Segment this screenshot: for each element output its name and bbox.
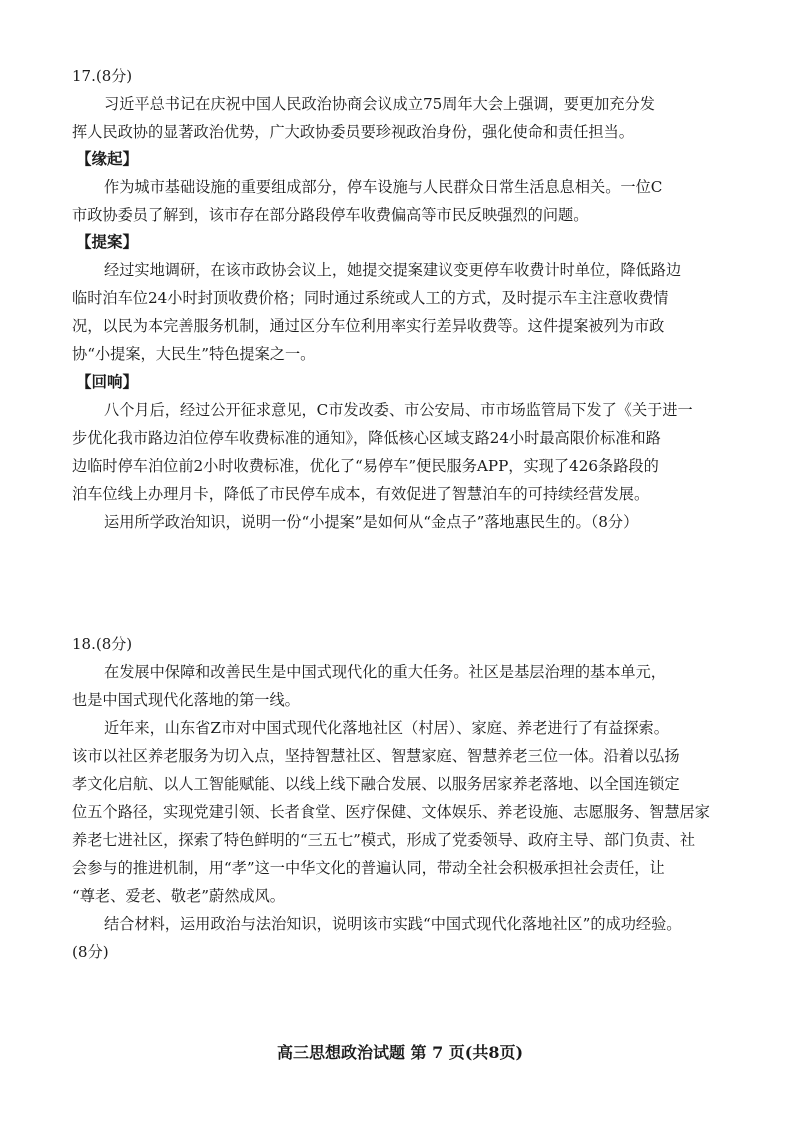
q17-proposal-line-4: 协“小提案，大民生”特色提案之一。 xyxy=(72,345,316,363)
q18-para1-line-1: 在发展中保障和改善民生是中国式现代化的重大任务。社区是基层治理的基本单元， xyxy=(104,663,666,681)
page-footer: 高三思想政治试题 第 7 页(共8页) xyxy=(276,1043,524,1062)
q17-response-line-3: 边临时停车泊位前2小时收费标准，优化了“易停车”便民服务APP，实现了426条路段的 xyxy=(72,457,659,475)
question-18-number: 18.(8分) xyxy=(72,635,133,653)
q17-question: 运用所学政治知识，说明一份“小提案”是如何从“金点子”落地惠民生的。（8分） xyxy=(104,513,639,531)
q17-intro-line-1: 习近平总书记在庆祝中国人民政治协商会议成立75周年大会上强调，要更加充分发 xyxy=(104,95,655,113)
q18-para2-line-7: “尊老、爱老、敬老”蔚然成风。 xyxy=(72,887,285,905)
q18-para2-line-3: 孝文化启航、以人工智能赋能、以线上线下融合发展、以服务居家养老落地、以全国连锁定 xyxy=(72,775,680,793)
q17-proposal-line-3: 况，以民为本完善服务机制，通过区分车位利用率实行差异收费等。这件提案被列为市政 xyxy=(72,317,665,335)
q18-para2-line-2: 该市以社区养老服务为切入点，坚持智慧社区、智慧家庭、智慧养老三位一体。沿着以弘扬 xyxy=(72,747,680,765)
q17-response-line-2: 步优化我市路边泊位停车收费标准的通知》，降低核心区域支路24小时最高限价标准和路 xyxy=(72,429,661,447)
q17-proposal-line-2: 临时泊车位24小时封顶收费价格；同时通过系统或人工的方式，及时提示车主注意收费情 xyxy=(72,289,669,307)
q18-para2-line-6: 会参与的推进机制，用“孝”这一中华文化的普遍认同，带动全社会积极承担社会责任，让 xyxy=(72,859,665,877)
q17-proposal-label: 【提案】 xyxy=(76,232,139,251)
q17-intro-line-2: 挥人民政协的显著政治优势，广大政协委员要珍视政治身份，强化使命和责任担当。 xyxy=(72,123,634,141)
q17-origin-line-1: 作为城市基础设施的重要组成部分，停车设施与人民群众日常生活息息相关。一位C xyxy=(104,178,663,196)
q17-response-label: 【回响】 xyxy=(76,372,139,391)
q17-response-line-4: 泊车位线上办理月卡，降低了市民停车成本，有效促进了智慧泊车的可持续经营发展。 xyxy=(72,485,650,503)
q18-para2-line-4: 位五个路径，实现党建引领、长者食堂、医疗保健、文体娱乐、养老设施、志愿服务、智慧居家 xyxy=(72,803,710,821)
q17-proposal-line-1: 经过实地调研，在该市政协会议上，她提交提案建议变更停车收费计时单位，降低路边 xyxy=(104,261,682,279)
q17-response-line-1: 八个月后，经过公开征求意见，C市发改委、市公安局、市市场监管局下发了《关于进一 xyxy=(104,401,693,419)
q18-question-line-1: 结合材料，运用政治与法治知识，说明该市实践“中国式现代化落地社区”的成功经验。 xyxy=(104,915,682,933)
q17-origin-line-2: 市政协委员了解到，该市存在部分路段停车收费偏高等市民反映强烈的问题。 xyxy=(72,206,589,224)
q18-para2-line-5: 养老七进社区，探索了特色鲜明的“三五七”模式，形成了党委领导、政府主导、部门负责、社 xyxy=(72,831,696,849)
q18-para1-line-2: 也是中国式现代化落地的第一线。 xyxy=(72,691,300,709)
question-17-number: 17.(8分) xyxy=(72,67,133,85)
q18-question-line-2: (8分) xyxy=(72,943,109,961)
q17-origin-label: 【缘起】 xyxy=(76,149,139,168)
q18-para2-line-1: 近年来，山东省Z市对中国式现代化落地社区（村居）、家庭、养老进行了有益探索。 xyxy=(104,719,669,737)
